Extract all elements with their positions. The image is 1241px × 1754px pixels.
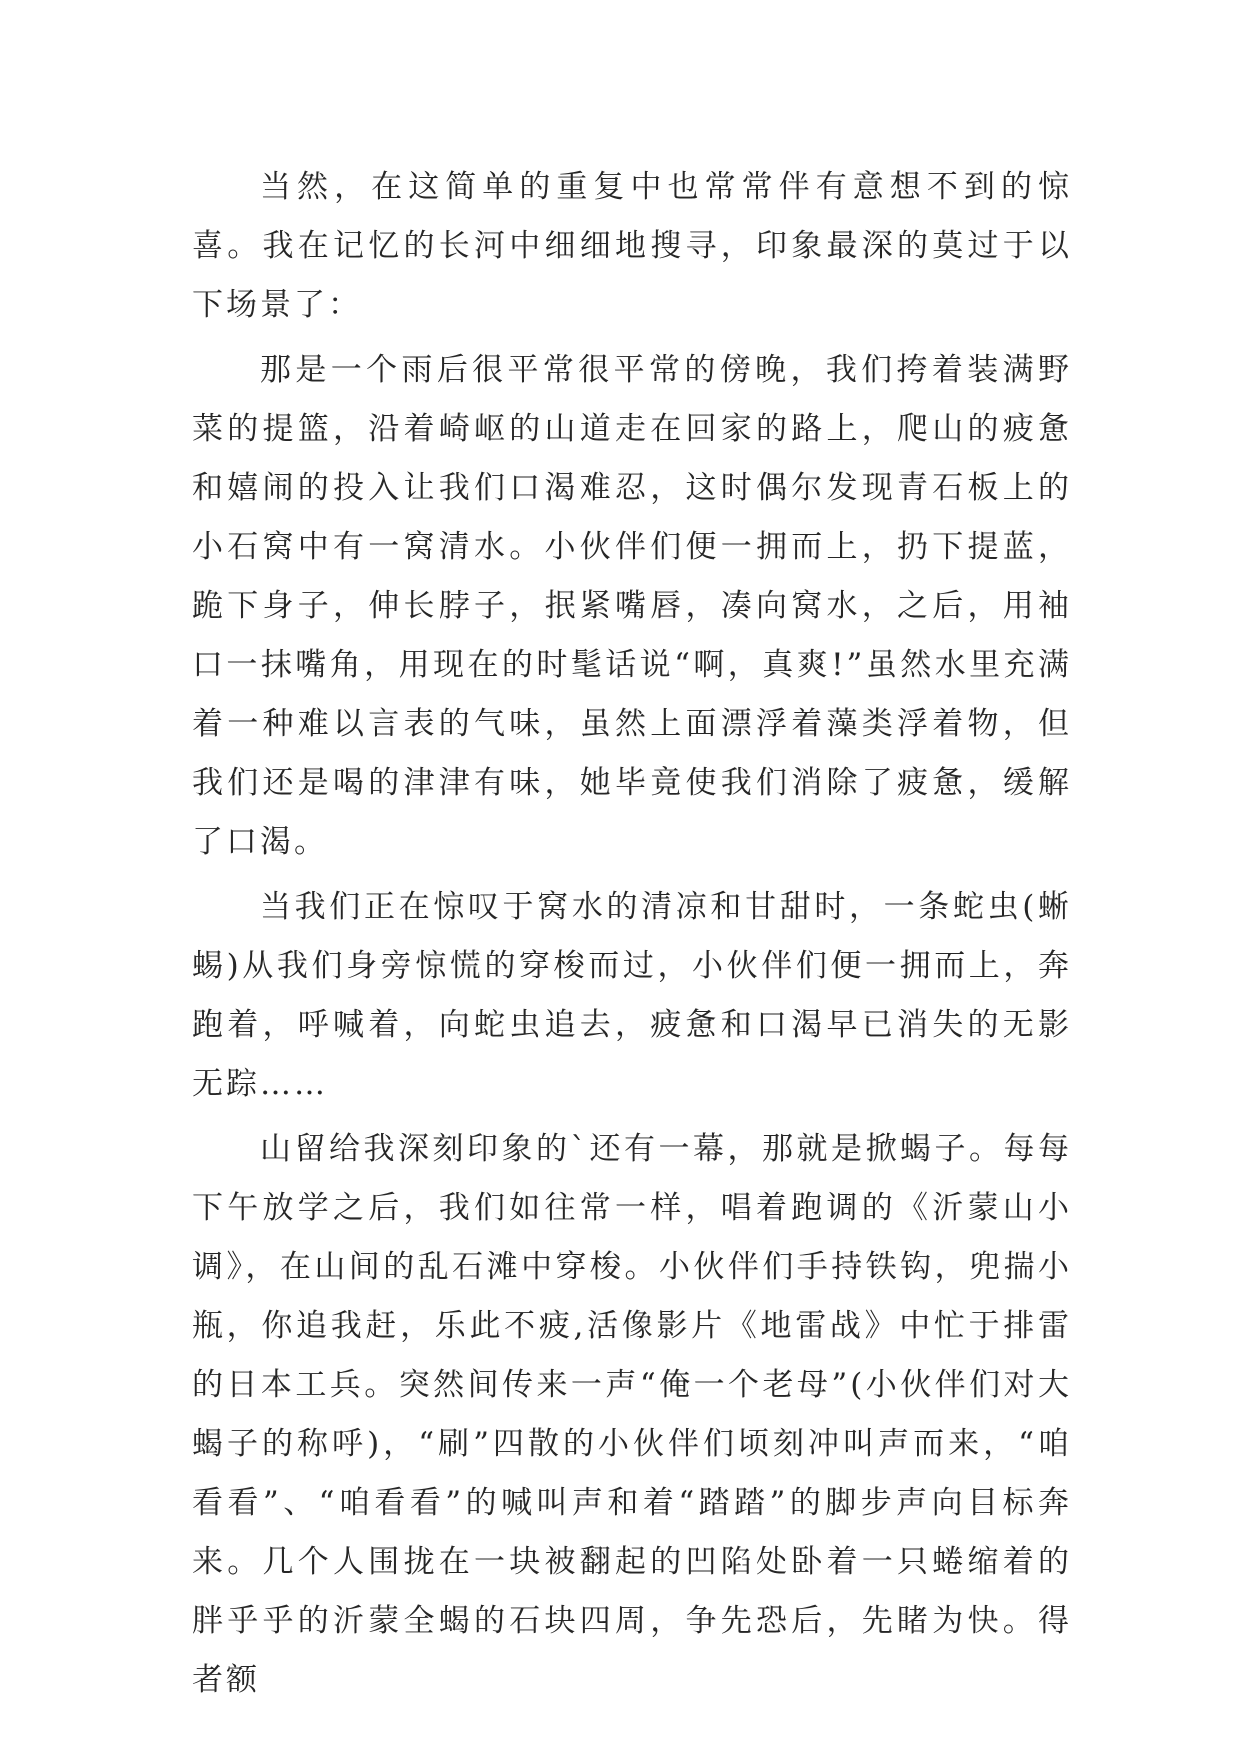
- paragraph-4: 山留给我深刻印象的`还有一幕，那就是掀蝎子。每每下午放学之后，我们如往常一样，唱着跑调的《沂蒙山小调》，在山间的乱石滩中穿梭。小伙伴们手持铁钩，兜揣小瓶，你追我赶，乐此不疲,活像影片《地雷战》中忙于排雷的日本工兵。突然间传来一声“俺一个老母”(小伙伴们对大蝎子的称呼)，“刷”四散的小伙伴们顷刻冲叫声而来，“咱看看”、“咱看看”的喊叫声和着“踏踏”的脚步声向目标奔来。几个人围拢在一块被翻起的凹陷处卧着一只蜷缩着的胖乎乎的沂蒙全蝎的石块四周，争先恐后，先睹为快。得者额: [192, 1131, 1072, 1698]
- paragraph-2: 那是一个雨后很平常很平常的傍晚，我们挎着装满野菜的提篮，沿着崎岖的山道走在回家的路上，爬山的疲惫和嬉闹的投入让我们口渴难忍，这时偶尔发现青石板上的小石窝中有一窝清水。小伙伴们便一拥而上，扔下提蓝，跪下身子，伸长脖子，抿紧嘴唇，凑向窝水，之后，用袖口一抹嘴角，用现在的时髦话说“啊，真爽!”虽然水里充满着一种难以言表的气味，虽然上面漂浮着藻类浮着物，但我们还是喝的津津有味，她毕竟使我们消除了疲惫，缓解了口渴。: [192, 352, 1072, 860]
- paragraph-1: 当然，在这简单的重复中也常常伴有意想不到的惊喜。我在记忆的长河中细细地搜寻，印象最深的莫过于以下场景了：: [192, 169, 1072, 323]
- paragraph-3: 当我们正在惊叹于窝水的清凉和甘甜时，一条蛇虫(蜥蜴)从我们身旁惊慌的穿梭而过，小伙伴们便一拥而上，奔跑着，呼喊着，向蛇虫追去，疲惫和口渴早已消失的无影无踪……: [192, 889, 1072, 1102]
- article-body: [192, 158, 1072, 1716]
